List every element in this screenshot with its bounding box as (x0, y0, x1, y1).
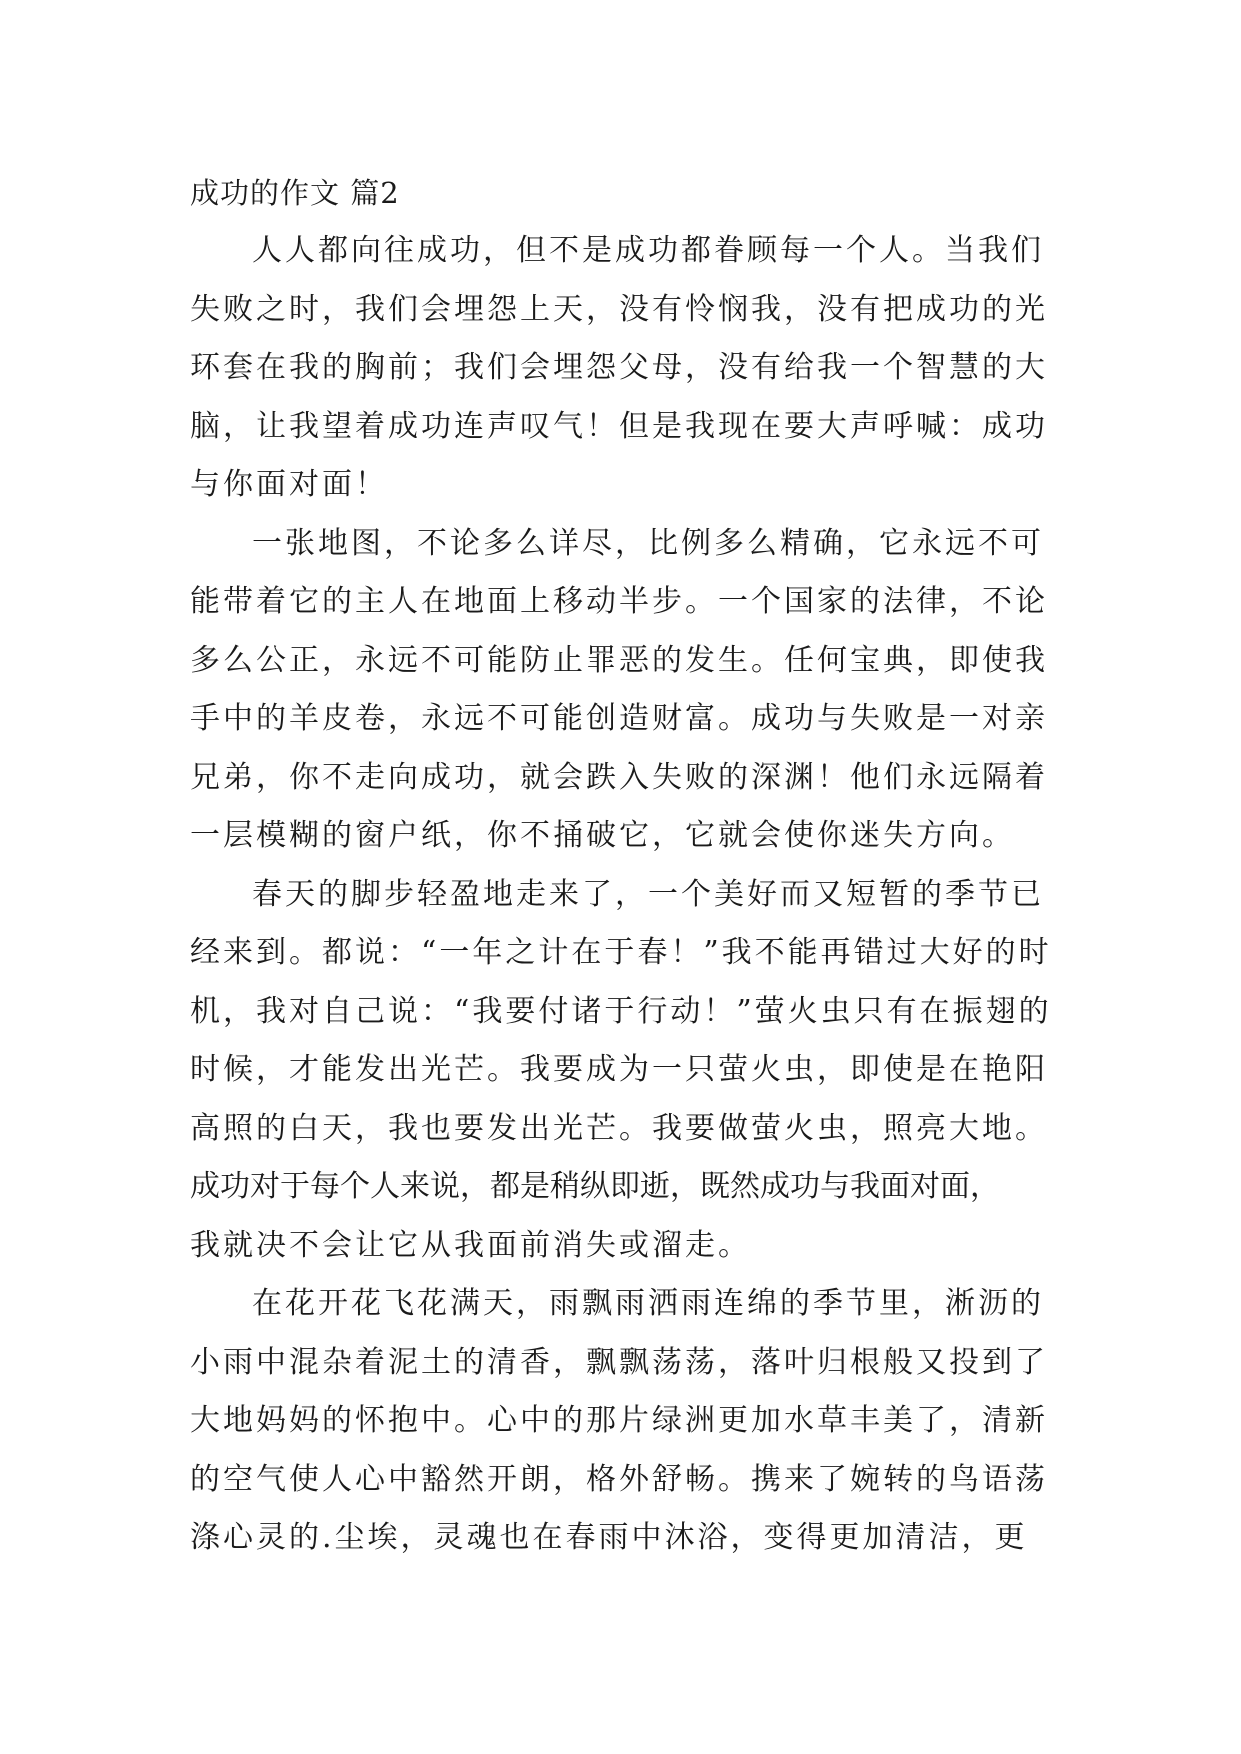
text-line: 我就决不会让它从我面前消失或溜走。 (190, 1227, 751, 1263)
text-line: 在花开花飞花满天，雨飘雨洒雨连绵的季节里，淅沥的 (252, 1286, 1044, 1321)
text-line: 与你面对面！ (190, 467, 388, 502)
text-line: 涤心灵的.尘埃，灵魂也在春雨中沐浴，变得更加清洁，更 (190, 1520, 1028, 1555)
document-body (190, 164, 1070, 1568)
text-line: 多么公正，永远不可能防止罪恶的发生。任何宝典，即使我 (190, 642, 1048, 678)
text-line: 能带着它的主人在地面上移动半步。一个国家的法律，不论 (190, 584, 1048, 619)
text-line: 经来到。都说：“一年之计在于春！”我不能再错过大好的时 (190, 935, 1052, 970)
text-line: 兄弟，你不走向成功，就会跌入失败的深渊！他们永远隔着 (190, 759, 1048, 795)
paragraph-1 (190, 222, 1070, 515)
text-line: 一张地图，不论多么详尽，比例多么精确，它永远不可 (252, 525, 1044, 561)
text-line: 高照的白天，我也要发出光芒。我要做萤火虫，照亮大地。 (190, 1110, 1048, 1146)
text-line: 人人都向往成功，但不是成功都眷顾每一个人。当我们 (252, 233, 1044, 268)
text-line: 机，我对自己说：“我要付诸于行动！”萤火虫只有在振翅的 (190, 993, 1052, 1029)
text-line: 大地妈妈的怀抱中。心中的那片绿洲更加水草丰美了，清新 (190, 1403, 1048, 1438)
text-line: 一层模糊的窗户纸，你不捅破它，它就会使你迷失方向。 (190, 818, 1015, 853)
text-line: 春天的脚步轻盈地走来了，一个美好而又短暂的季节已 (252, 876, 1044, 912)
text-line: 成功对于每个人来说，都是稍纵即逝，既然成功与我面对面， (190, 1169, 1000, 1204)
text-line: 失败之时，我们会埋怨上天，没有怜悯我，没有把成功的光 (190, 291, 1048, 327)
text-line: 手中的羊皮卷，永远不可能创造财富。成功与失败是一对亲 (190, 701, 1048, 736)
text-line: 小雨中混杂着泥土的清香，飘飘荡荡，落叶归根般又投到了 (190, 1344, 1048, 1380)
paragraph-4 (190, 1275, 1070, 1568)
document-title: 成功的作文 篇2 (190, 176, 400, 210)
paragraph-2 (190, 515, 1070, 866)
text-line: 脑，让我望着成功连声叹气！但是我现在要大声呼喊：成功 (190, 408, 1048, 444)
text-line: 的空气使人心中豁然开朗，格外舒畅。携来了婉转的鸟语荡 (190, 1461, 1048, 1497)
paragraph-3 (190, 866, 1070, 1276)
text-line: 环套在我的胸前；我们会埋怨父母，没有给我一个智慧的大 (190, 350, 1048, 385)
text-line: 时候，才能发出光芒。我要成为一只萤火虫，即使是在艳阳 (190, 1052, 1048, 1087)
